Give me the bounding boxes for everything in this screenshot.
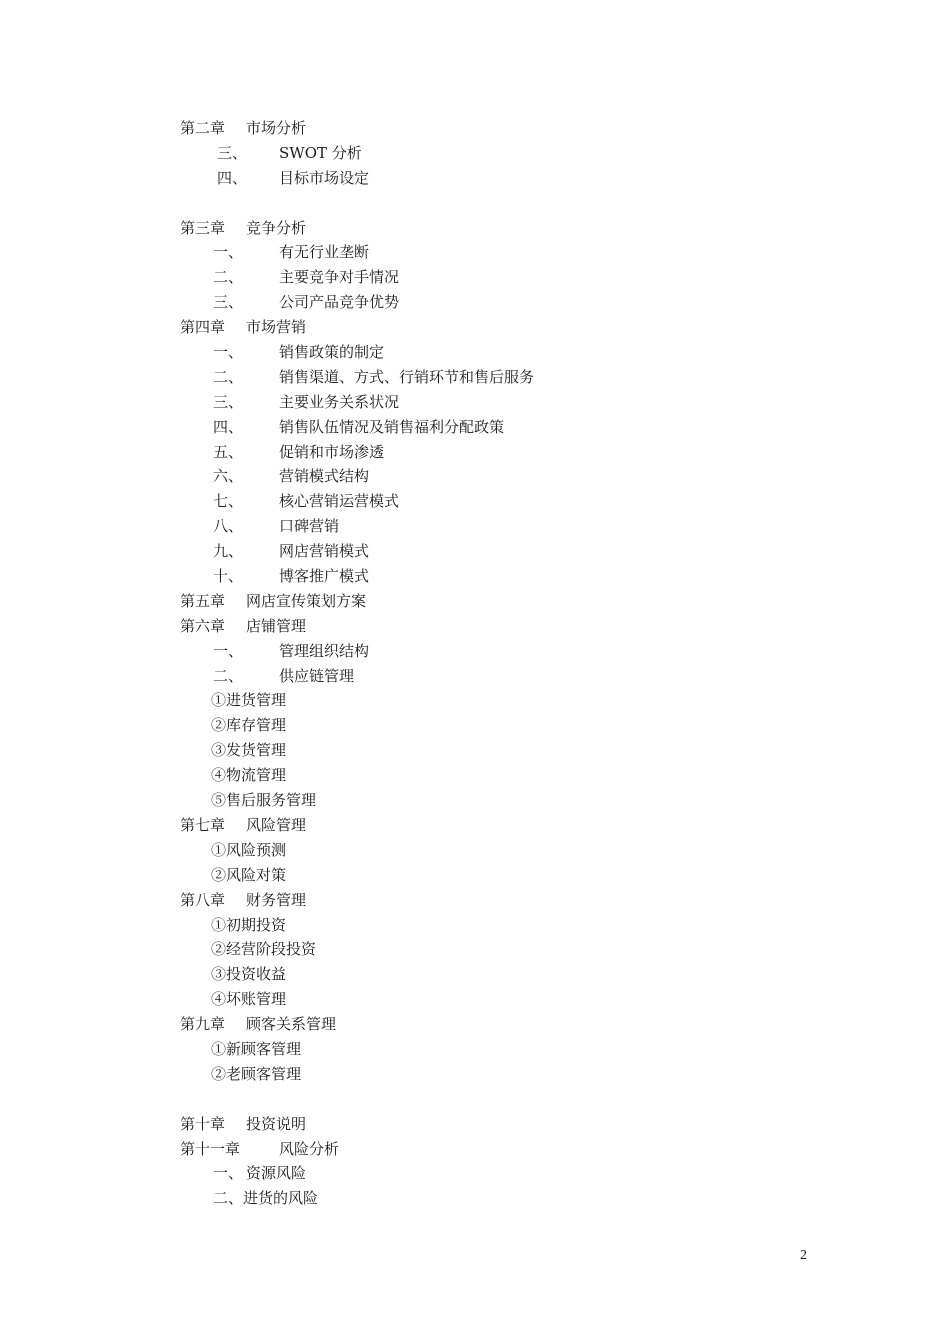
toc-section-row <box>180 639 820 664</box>
item-title: ②老顾客管理 <box>211 1064 302 1083</box>
section-number: 三、 <box>217 143 248 162</box>
section-number: 十、 <box>213 567 244 586</box>
toc-item-row <box>180 937 820 962</box>
toc-item-row <box>180 688 820 713</box>
section-number: 三、 <box>213 293 244 312</box>
chapter-title: 竞争分析 <box>246 218 307 237</box>
toc-section-row <box>180 240 820 265</box>
toc-chapter-row <box>180 614 820 639</box>
toc-section-row <box>180 141 820 166</box>
toc-section-row <box>180 390 820 415</box>
table-of-contents <box>180 116 820 1211</box>
toc-item-row <box>180 863 820 888</box>
chapter-number: 第二章 <box>180 119 226 137</box>
toc-item-row <box>180 763 820 788</box>
section-number: 一、 <box>213 343 244 362</box>
chapter-number: 第九章 <box>180 1015 226 1034</box>
toc-section-row <box>180 489 820 514</box>
item-title: ②库存管理 <box>211 716 287 735</box>
chapter-number: 第六章 <box>180 616 226 635</box>
section-number: 五、 <box>213 442 244 461</box>
chapter-title: 市场分析 <box>246 119 307 137</box>
toc-chapter-row <box>180 589 820 614</box>
toc-section-row <box>180 514 820 539</box>
toc-item-row <box>180 838 820 863</box>
section-number: 四、 <box>213 417 244 436</box>
chapter-title: 风险分析 <box>279 1139 340 1158</box>
item-title: ③发货管理 <box>211 741 287 760</box>
section-title: 销售队伍情况及销售福利分配政策 <box>279 417 505 436</box>
section-title: 主要竞争对手情况 <box>279 268 400 287</box>
chapter-number: 第五章 <box>180 591 226 610</box>
toc-chapter-row <box>180 216 820 241</box>
toc-section-row <box>180 290 820 315</box>
section-title: 供应链管理 <box>279 666 355 685</box>
toc-chapter-row <box>180 813 820 838</box>
section-title: 营销模式结构 <box>279 467 370 486</box>
section-number: 七、 <box>213 492 244 511</box>
toc-item-row <box>180 913 820 938</box>
section-title: 口碑营销 <box>279 517 340 536</box>
page-number: 2 <box>800 1248 807 1263</box>
section-number: 九、 <box>213 542 244 561</box>
section-number: 二、 <box>213 367 244 386</box>
toc-chapter-row <box>180 1112 820 1137</box>
item-title: ②经营阶段投资 <box>211 940 317 959</box>
section-number: 一、 <box>213 1164 244 1183</box>
toc-section-row <box>180 265 820 290</box>
item-title: ①风险预测 <box>211 840 287 859</box>
section-title: 网店营销模式 <box>279 542 370 561</box>
chapter-number: 第四章 <box>180 318 226 337</box>
chapter-number: 第十章 <box>180 1114 226 1133</box>
item-title: ④物流管理 <box>211 766 287 785</box>
section-title: 管理组织结构 <box>279 641 370 660</box>
toc-item-row <box>180 738 820 763</box>
item-title: ①初期投资 <box>211 915 287 934</box>
toc-item-row <box>180 1062 820 1087</box>
section-title: 公司产品竞争优势 <box>279 293 400 312</box>
toc-section-row <box>180 539 820 564</box>
chapter-number: 第八章 <box>180 890 226 909</box>
section-number: 八、 <box>213 517 244 536</box>
toc-chapter-row <box>180 1137 820 1162</box>
section-number: 四、 <box>217 168 248 187</box>
chapter-title: 投资说明 <box>246 1114 307 1133</box>
section-number: 一、 <box>213 243 244 262</box>
toc-chapter-row <box>180 116 820 141</box>
toc-section-row <box>180 1161 820 1186</box>
section-title: 二、进货的风险 <box>213 1189 319 1208</box>
chapter-number: 第三章 <box>180 218 226 237</box>
section-title: 博客推广模式 <box>279 567 370 586</box>
toc-section-row <box>180 166 820 191</box>
toc-chapter-row <box>180 888 820 913</box>
section-title: 资源风险 <box>246 1164 307 1183</box>
toc-section-row <box>180 365 820 390</box>
toc-chapter-row <box>180 315 820 340</box>
toc-spacer <box>180 191 820 216</box>
toc-item-row <box>180 713 820 738</box>
chapter-number: 第七章 <box>180 815 226 834</box>
toc-item-row <box>180 987 820 1012</box>
toc-section-row <box>180 664 820 689</box>
toc-item-row <box>180 962 820 987</box>
item-title: ③投资收益 <box>211 965 287 984</box>
section-title: 有无行业垄断 <box>279 243 370 262</box>
toc-section-row <box>180 440 820 465</box>
toc-section-row <box>180 1186 820 1211</box>
chapter-title: 市场营销 <box>246 318 307 337</box>
item-title: ①新顾客管理 <box>211 1039 302 1058</box>
item-title: ⑤售后服务管理 <box>211 791 317 810</box>
section-number: 三、 <box>213 392 244 411</box>
section-number: 六、 <box>213 467 244 486</box>
section-title: 目标市场设定 <box>279 168 370 187</box>
section-title: 促销和市场渗透 <box>279 442 385 461</box>
section-title: 主要业务关系状况 <box>279 392 400 411</box>
item-title: ④坏账管理 <box>211 990 287 1009</box>
chapter-title: 顾客关系管理 <box>246 1015 337 1034</box>
toc-item-row <box>180 1037 820 1062</box>
chapter-number: 第十一章 <box>180 1139 241 1158</box>
item-title: ②风险对策 <box>211 865 287 884</box>
item-title: ①进货管理 <box>211 691 287 710</box>
section-title: SWOT 分析 <box>279 143 362 162</box>
section-number: 二、 <box>213 268 244 287</box>
toc-section-row <box>180 464 820 489</box>
toc-item-row <box>180 788 820 813</box>
toc-section-row <box>180 564 820 589</box>
section-title: 销售政策的制定 <box>279 343 385 362</box>
section-title: 核心营销运营模式 <box>279 492 400 511</box>
toc-spacer <box>180 1087 820 1112</box>
chapter-title: 财务管理 <box>246 890 307 909</box>
section-number: 二、 <box>213 666 244 685</box>
section-number: 一、 <box>213 641 244 660</box>
toc-section-row <box>180 415 820 440</box>
chapter-title: 网店宣传策划方案 <box>246 591 367 610</box>
chapter-title: 风险管理 <box>246 815 307 834</box>
toc-chapter-row <box>180 1012 820 1037</box>
chapter-title: 店铺管理 <box>246 616 307 635</box>
section-title: 销售渠道、方式、行销环节和售后服务 <box>279 367 535 386</box>
toc-section-row <box>180 340 820 365</box>
